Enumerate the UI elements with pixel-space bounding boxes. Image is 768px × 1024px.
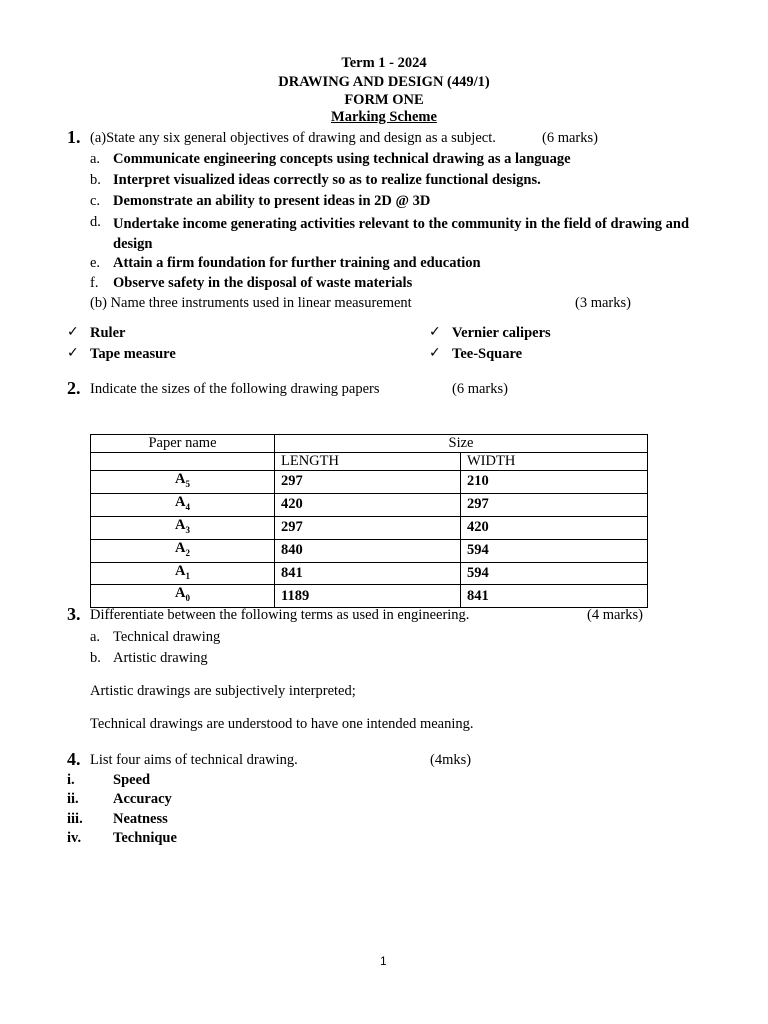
aim-i-number: i. bbox=[67, 772, 75, 788]
width-cell: 841 bbox=[461, 585, 648, 608]
objective-f-text: Observe safety in the disposal of waste materials bbox=[113, 275, 413, 291]
objective-d-text: Undertake income generating activities relevant to the community in the field of drawing and design bbox=[113, 216, 690, 252]
term-b-text: Artistic drawing bbox=[113, 650, 208, 666]
table-subheader-row bbox=[91, 453, 648, 471]
aim-iv-number: iv. bbox=[67, 830, 82, 846]
paper-name-cell: $A_0$ bbox=[91, 585, 275, 608]
length-cell: 297 bbox=[275, 516, 461, 539]
width-cell: 210 bbox=[461, 471, 648, 494]
aim-ii-number: ii. bbox=[67, 791, 79, 807]
table-row bbox=[91, 516, 648, 539]
length-cell: 841 bbox=[275, 562, 461, 585]
paper-name-cell: $A_2$ bbox=[91, 539, 275, 562]
header-length: LENGTH bbox=[275, 453, 461, 471]
header-paper-name: Paper name bbox=[91, 435, 275, 453]
question-1b-text: (b) Name three instruments used in linear measurement bbox=[90, 295, 412, 311]
header-size: Size bbox=[275, 435, 648, 453]
question-2-number: 2. bbox=[67, 378, 81, 398]
table-row bbox=[91, 539, 648, 562]
check-icon: ✓ bbox=[67, 324, 79, 340]
width-cell: 594 bbox=[461, 539, 648, 562]
table-row bbox=[91, 585, 648, 608]
term-a-text: Technical drawing bbox=[113, 629, 221, 645]
check-icon: ✓ bbox=[67, 345, 79, 361]
question-4-text: List four aims of technical drawing. bbox=[90, 752, 298, 768]
objective-d-letter: d. bbox=[90, 214, 101, 230]
answer-technical: Technical drawings are understood to have one intended meaning. bbox=[90, 716, 474, 732]
instrument-ruler: Ruler bbox=[90, 325, 126, 341]
objective-c-letter: c. bbox=[90, 193, 101, 209]
paper-name-cell: $A_4$ bbox=[91, 493, 275, 516]
length-cell: 420 bbox=[275, 493, 461, 516]
question-3-marks: (4 marks) bbox=[587, 607, 643, 623]
aim-neatness: Neatness bbox=[113, 811, 168, 827]
instrument-tape: Tape measure bbox=[90, 346, 176, 362]
table-header-row bbox=[91, 435, 648, 453]
aim-iii-number: iii. bbox=[67, 811, 83, 827]
question-3-number: 3. bbox=[67, 604, 81, 624]
table-row bbox=[91, 562, 648, 585]
width-cell: 420 bbox=[461, 516, 648, 539]
check-icon: ✓ bbox=[429, 324, 441, 340]
length-cell: 840 bbox=[275, 539, 461, 562]
question-1a-marks: (6 marks) bbox=[542, 130, 598, 146]
paper-name-cell: $A_1$ bbox=[91, 562, 275, 585]
header-width: WIDTH bbox=[461, 453, 648, 471]
subject-heading: DRAWING AND DESIGN (449/1) bbox=[278, 74, 490, 90]
question-2-marks: (6 marks) bbox=[452, 381, 508, 397]
paper-sizes-table bbox=[90, 434, 648, 608]
table-row bbox=[91, 471, 648, 494]
objective-e-letter: e. bbox=[90, 255, 101, 271]
objective-e-text: Attain a firm foundation for further training and education bbox=[113, 255, 481, 271]
question-4-number: 4. bbox=[67, 749, 81, 769]
objective-b-letter: b. bbox=[90, 172, 101, 188]
length-cell: 297 bbox=[275, 471, 461, 494]
objective-f-letter: f. bbox=[90, 275, 99, 291]
check-icon: ✓ bbox=[429, 345, 441, 361]
instrument-tee-square: Tee-Square bbox=[452, 346, 523, 362]
blank-cell bbox=[91, 453, 275, 471]
objective-c-text: Demonstrate an ability to present ideas in 2D @ 3D bbox=[113, 193, 431, 209]
instrument-vernier: Vernier calipers bbox=[452, 325, 551, 341]
question-3-text: Differentiate between the following terms as used in engineering. bbox=[90, 607, 470, 623]
table-row bbox=[91, 493, 648, 516]
width-cell: 594 bbox=[461, 562, 648, 585]
length-cell: 1189 bbox=[275, 585, 461, 608]
question-1b-marks: (3 marks) bbox=[575, 295, 631, 311]
form-heading: FORM ONE bbox=[344, 92, 424, 108]
term-b-letter: b. bbox=[90, 650, 101, 666]
question-1a-text: (a)State any six general objectives of drawing and design as a subject. bbox=[90, 130, 496, 146]
paper-name-cell: $A_3$ bbox=[91, 516, 275, 539]
aim-speed: Speed bbox=[113, 772, 151, 788]
term-a-letter: a. bbox=[90, 629, 101, 645]
question-2-text: Indicate the sizes of the following drawing papers bbox=[90, 381, 380, 397]
term-heading: Term 1 - 2024 bbox=[341, 55, 427, 71]
question-1-number: 1. bbox=[67, 127, 81, 147]
question-4-marks: (4mks) bbox=[430, 752, 472, 768]
marking-scheme-heading: Marking Scheme bbox=[331, 109, 437, 125]
page-number: 1 bbox=[380, 954, 387, 968]
objective-b-text: Interpret visualized ideas correctly so as to realize functional designs. bbox=[113, 172, 541, 188]
objective-a-text: Communicate engineering concepts using technical drawing as a language bbox=[113, 151, 571, 167]
answer-artistic: Artistic drawings are subjectively interpreted; bbox=[90, 683, 356, 699]
objective-a-letter: a. bbox=[90, 151, 101, 167]
width-cell: 297 bbox=[461, 493, 648, 516]
aim-accuracy: Accuracy bbox=[113, 791, 172, 807]
paper-name-cell: $A_5$ bbox=[91, 471, 275, 494]
aim-technique: Technique bbox=[113, 830, 177, 846]
